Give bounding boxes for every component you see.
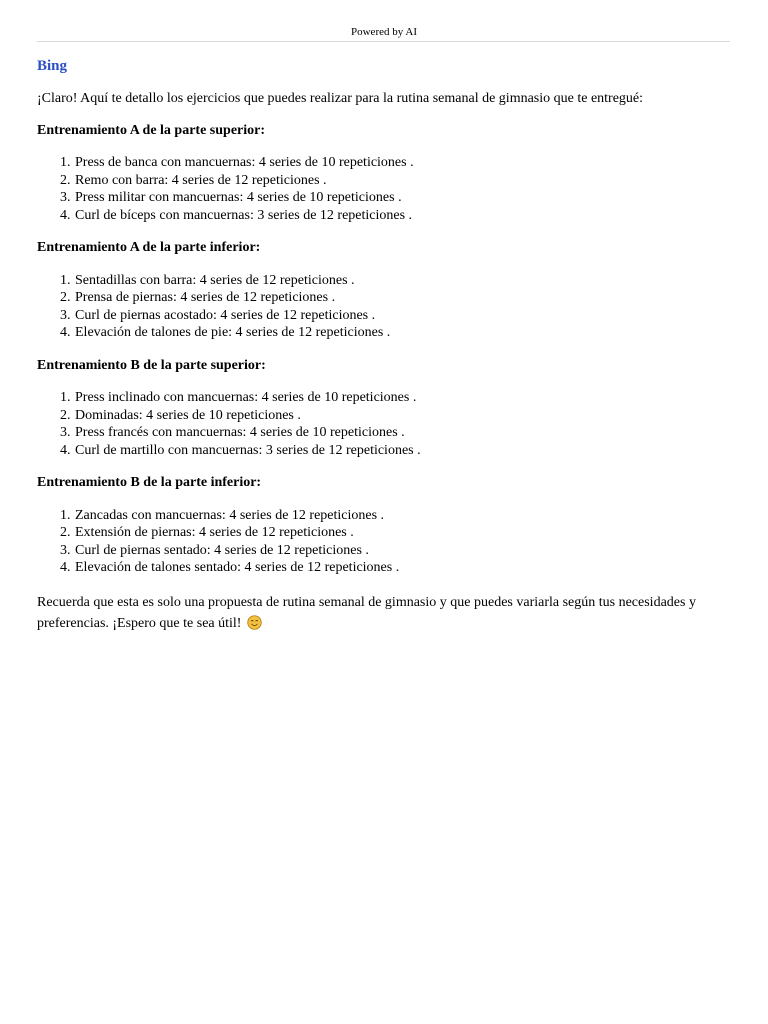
list-item (60, 307, 730, 325)
item-text: Press francés con mancuernas: 4 series de 10 repeticiones . (75, 425, 405, 440)
message-content (37, 57, 730, 635)
item-text: Elevación de talones sentado: 4 series de 12 repeticiones . (75, 560, 400, 575)
exercise-list (60, 272, 730, 342)
list-item (60, 154, 730, 172)
item-text: Extensión de piernas: 4 series de 12 repeticiones . (75, 525, 354, 540)
item-number: 4. (60, 560, 71, 575)
item-text: Curl de piernas sentado: 4 series de 12 repeticiones . (75, 542, 369, 558)
item-text: Remo con barra: 4 series de 12 repeticiones . (75, 172, 327, 188)
item-number: 1. (60, 507, 71, 523)
item-text: Elevación de talones de pie: 4 series de 12 repeticiones . (75, 325, 391, 340)
list-item (60, 524, 730, 542)
item-text: Prensa de piernas: 4 series de 12 repeticiones . (75, 290, 336, 305)
item-text: Dominadas: 4 series de 10 repeticiones . (75, 407, 301, 423)
exercise-list (60, 507, 730, 577)
list-item (60, 389, 730, 407)
list-item (60, 407, 730, 425)
item-number: 2. (60, 407, 71, 423)
smiling-face-icon (247, 615, 262, 630)
item-text: Press militar con mancuernas: 4 series de 10 repeticiones . (75, 190, 402, 205)
intro-text: ¡Claro! Aquí te detallo los ejercicios que puedes realizar para la rutina semanal de gimnasio que te entregué: (37, 91, 644, 106)
section-heading: Entrenamiento B de la parte superior: (37, 357, 266, 373)
item-number: 3. (60, 425, 71, 440)
powered-by-label: Powered by AI (351, 26, 417, 38)
section-heading: Entrenamiento A de la parte superior: (37, 122, 266, 138)
item-number: 2. (60, 172, 71, 188)
list-item (60, 172, 730, 190)
item-number: 2. (60, 290, 71, 305)
item-number: 1. (60, 272, 71, 288)
list-item (60, 507, 730, 525)
exercise-list (60, 154, 730, 224)
item-text: Zancadas con mancuernas: 4 series de 12 repeticiones . (75, 507, 385, 523)
section-heading: Entrenamiento B de la parte inferior: (37, 475, 262, 490)
list-item (60, 207, 730, 225)
list-item (60, 272, 730, 290)
item-text: Press de banca con mancuernas: 4 series de 10 repeticiones . (75, 155, 414, 170)
item-text: Press inclinado con mancuernas: 4 series de 10 repeticiones . (75, 390, 417, 405)
item-number: 1. (60, 390, 71, 405)
item-number: 4. (60, 325, 71, 340)
closing-paragraph (37, 592, 697, 635)
item-number: 2. (60, 525, 71, 540)
list-item (60, 189, 730, 207)
closing-text: Recuerda que esta es solo una propuesta de rutina semanal de gimnasio y que puedes variarla según tus necesidades y preferencias. ¡Espero que te sea útil! (37, 594, 696, 631)
item-text: Curl de martillo con mancuernas: 3 series de 12 repeticiones . (75, 442, 421, 458)
item-number: 4. (60, 442, 71, 458)
exercise-list (60, 389, 730, 459)
item-text: Curl de piernas acostado: 4 series de 12 repeticiones . (75, 307, 376, 323)
item-number: 3. (60, 190, 71, 205)
list-item (60, 324, 730, 342)
list-item (60, 559, 730, 577)
item-number: 3. (60, 542, 71, 558)
list-item (60, 442, 730, 460)
list-item (60, 424, 730, 442)
author-name: Bing (37, 58, 68, 74)
header-divider (37, 41, 730, 42)
item-number: 4. (60, 207, 71, 223)
item-number: 1. (60, 155, 71, 170)
item-text: Sentadillas con barra: 4 series de 12 repeticiones . (75, 272, 355, 288)
item-number: 3. (60, 307, 71, 323)
list-item (60, 542, 730, 560)
list-item (60, 289, 730, 307)
section-heading: Entrenamiento A de la parte inferior: (37, 240, 261, 255)
item-text: Curl de bíceps con mancuernas: 3 series de 12 repeticiones . (75, 207, 413, 223)
